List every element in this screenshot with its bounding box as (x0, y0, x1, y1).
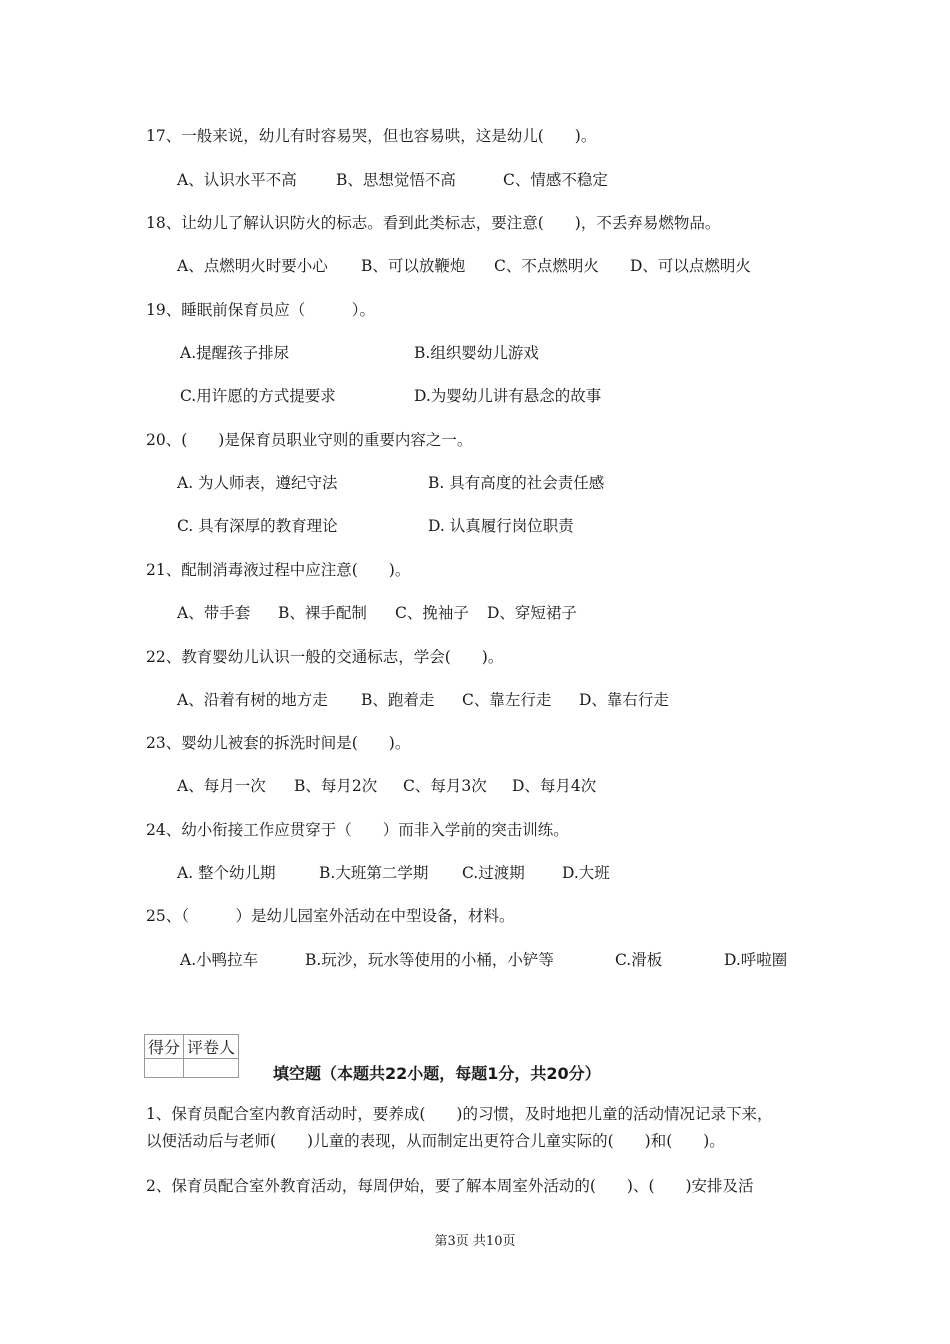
question-18-option-d: D、可以点燃明火 (630, 257, 751, 275)
question-19-stem: 19、睡眠前保育员应（ ）。 (146, 301, 375, 319)
question-23-option-d: D、每月4次 (512, 777, 597, 795)
question-24-option-c: C.过渡期 (462, 864, 525, 882)
question-17-option-b: B、思想觉悟不高 (336, 171, 456, 189)
question-18-stem: 18、让幼儿了解认识防火的标志。看到此类标志，要注意( )，不丢弃易燃物品。 (146, 214, 721, 232)
question-20-option-a: A. 为人师表，遵纪守法 (177, 474, 338, 492)
question-23-option-a: A、每月一次 (177, 777, 266, 795)
question-22-option-b: B、跑着走 (361, 691, 435, 709)
question-24-stem: 24、幼小衔接工作应贯穿于（ ）而非入学前的突击训练。 (146, 821, 569, 839)
fill-blank-1-line-2: 以便活动后与老师( )儿童的表现，从而制定出更符合儿童实际的( )和( )。 (146, 1132, 725, 1150)
question-19-option-a: A.提醒孩子排尿 (180, 344, 290, 362)
score-cell (145, 1059, 184, 1078)
question-25-option-d: D.呼啦圈 (724, 951, 788, 969)
question-24-option-d: D.大班 (562, 864, 610, 882)
question-24-option-a: A. 整个幼儿期 (177, 864, 276, 882)
grader-label: 评卷人 (184, 1035, 239, 1059)
question-21-option-d: D、穿短裙子 (487, 604, 577, 622)
question-20-option-b: B. 具有高度的社会责任感 (428, 474, 605, 492)
question-22-option-a: A、沿着有树的地方走 (177, 691, 328, 709)
question-19-option-d: D.为婴幼儿讲有悬念的故事 (414, 387, 602, 405)
question-20-option-d: D. 认真履行岗位职责 (428, 517, 574, 535)
fill-blank-2-line-1: 2、保育员配合室外教育活动，每周伊始，要了解本周室外活动的( )、( )安排及活 (146, 1177, 754, 1195)
question-21-option-c: C、挽袖子 (395, 604, 469, 622)
question-19-option-c: C.用许愿的方式提要求 (180, 387, 336, 405)
question-22-option-d: D、靠右行走 (579, 691, 669, 709)
question-17-option-a: A、认识水平不高 (177, 171, 297, 189)
question-18-option-c: C、不点燃明火 (494, 257, 599, 275)
question-22-stem: 22、教育婴幼儿认识一般的交通标志，学会( )。 (146, 648, 504, 666)
question-21-option-a: A、带手套 (177, 604, 251, 622)
question-20-stem: 20、( )是保育员职业守则的重要内容之一。 (146, 431, 473, 449)
question-19-option-b: B.组织婴幼儿游戏 (414, 344, 539, 362)
score-label: 得分 (145, 1035, 184, 1059)
page-number: 第3页 共10页 (434, 1234, 516, 1249)
question-17-stem: 17、一般来说，幼儿有时容易哭，但也容易哄，这是幼儿( )。 (146, 127, 597, 145)
question-21-option-b: B、裸手配制 (278, 604, 367, 622)
question-23-option-c: C、每月3次 (403, 777, 487, 795)
question-24-option-b: B.大班第二学期 (319, 864, 429, 882)
question-25-option-a: A.小鸭拉车 (180, 951, 259, 969)
question-23-option-b: B、每月2次 (294, 777, 378, 795)
grader-cell (184, 1059, 239, 1078)
question-17-option-c: C、情感不稳定 (503, 171, 608, 189)
question-25-stem: 25、（ ）是幼儿园室外活动在中型设备，材料。 (146, 907, 515, 925)
fill-blank-1-line-1: 1、保育员配合室内教育活动时，要养成( )的习惯，及时地把儿童的活动情况记录下来， (146, 1105, 773, 1123)
question-18-option-a: A、点燃明火时要小心 (177, 257, 328, 275)
question-21-stem: 21、配制消毒液过程中应注意( )。 (146, 561, 411, 579)
question-25-option-c: C.滑板 (615, 951, 663, 969)
score-box (144, 1034, 239, 1078)
question-18-option-b: B、可以放鞭炮 (361, 257, 466, 275)
question-22-option-c: C、靠左行走 (462, 691, 552, 709)
question-20-option-c: C. 具有深厚的教育理论 (177, 517, 338, 535)
section-title: 填空题（本题共22小题，每题1分，共20分） (273, 1064, 601, 1083)
question-23-stem: 23、婴幼儿被套的拆洗时间是( )。 (146, 734, 411, 752)
question-25-option-b: B.玩沙，玩水等使用的小桶，小铲等 (305, 951, 554, 969)
